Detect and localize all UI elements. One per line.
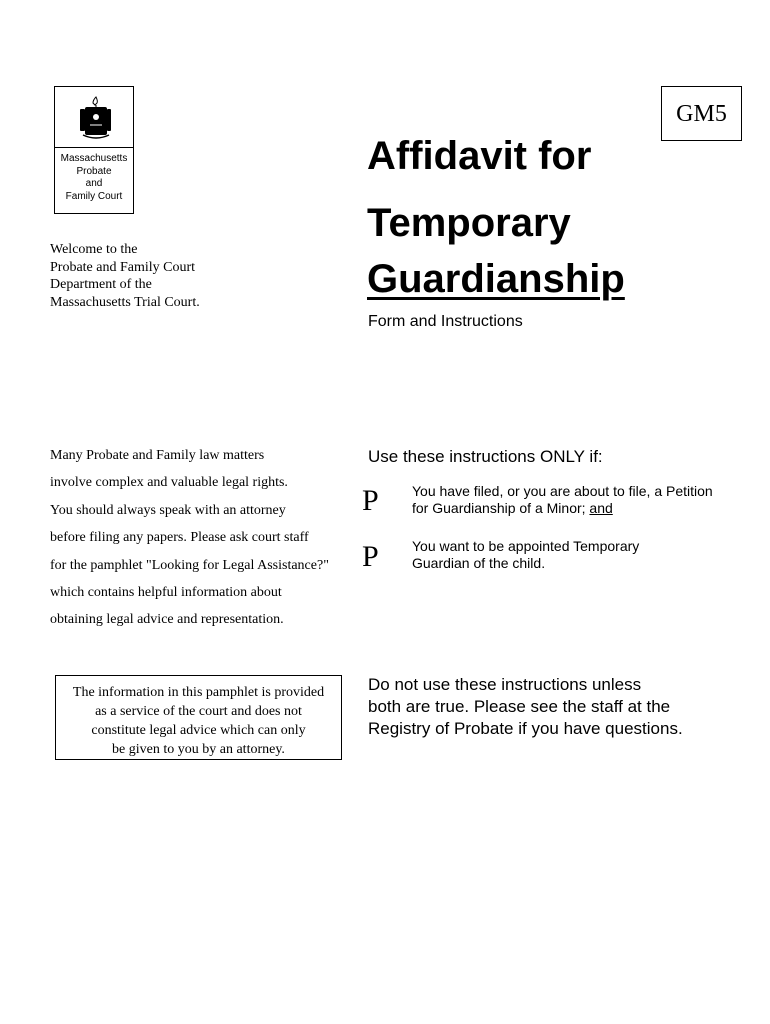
disclaimer-line: be given to you by an attorney. (112, 742, 285, 757)
form-id-box (661, 86, 742, 141)
usage-warning (368, 674, 738, 740)
legal-notice (50, 442, 360, 634)
seal-line: Family Court (65, 190, 123, 202)
page-title-line3: Guardianship (367, 257, 625, 301)
disclaimer-box (55, 675, 342, 760)
warning-line: both are true. Please see the staff at the (368, 697, 671, 716)
form-id: GM5 (676, 101, 727, 127)
instruction-line: Guardian of the child. (412, 555, 546, 571)
page-title-line1: Affidavit for (367, 134, 592, 178)
seal-line: Probate (76, 165, 112, 177)
legal-notice-line: before filing any papers. Please ask court staff (50, 530, 309, 546)
instruction-item-2 (412, 538, 752, 572)
instruction-line (412, 500, 752, 517)
disclaimer-line: constitute legal advice which can only (91, 723, 306, 738)
instruction-line: You have filed, or you are about to file, a Petition (412, 483, 713, 499)
legal-notice-line: Many Probate and Family law matters (50, 448, 265, 463)
seal-line: Massachusetts (60, 153, 128, 164)
seal-divider (55, 147, 133, 148)
instruction-item-1 (412, 483, 752, 517)
legal-notice-line: You should always speak with an attorney (50, 502, 286, 518)
welcome-text (50, 241, 200, 311)
welcome-line: Welcome to the (50, 242, 138, 257)
legal-notice-line: which contains helpful information about (50, 585, 282, 601)
checkmark-icon: P (362, 484, 379, 517)
checkmark-icon: P (362, 540, 379, 573)
welcome-line: Massachusetts Trial Court. (50, 294, 200, 310)
disclaimer-line: as a service of the court and does not (95, 704, 302, 719)
instruction-text: for Guardianship of a Minor; (412, 500, 590, 516)
instruction-line: You want to be appointed Temporary (412, 538, 640, 554)
warning-line: Do not use these instructions unless (368, 675, 642, 694)
seal-line: and (85, 178, 103, 189)
massachusetts-seal-icon (77, 95, 113, 141)
welcome-line: Probate and Family Court (50, 259, 196, 275)
legal-notice-line: obtaining legal advice and representation. (50, 612, 284, 628)
instruction-and: and (589, 500, 613, 516)
legal-notice-line: involve complex and valuable legal rights. (50, 475, 288, 491)
legal-notice-line: for the pamphlet "Looking for Legal Assistance?" (50, 557, 329, 573)
court-seal-block (54, 86, 134, 214)
disclaimer-line: The information in this pamphlet is provided (72, 685, 325, 700)
page-subtitle: Form and Instructions (368, 313, 523, 330)
page-title-line2: Temporary (367, 201, 571, 245)
seal-caption (55, 153, 133, 203)
instructions-heading: Use these instructions ONLY if: (368, 447, 603, 466)
warning-line: Registry of Probate if you have questions. (368, 719, 683, 738)
welcome-line: Department of the (50, 277, 152, 292)
